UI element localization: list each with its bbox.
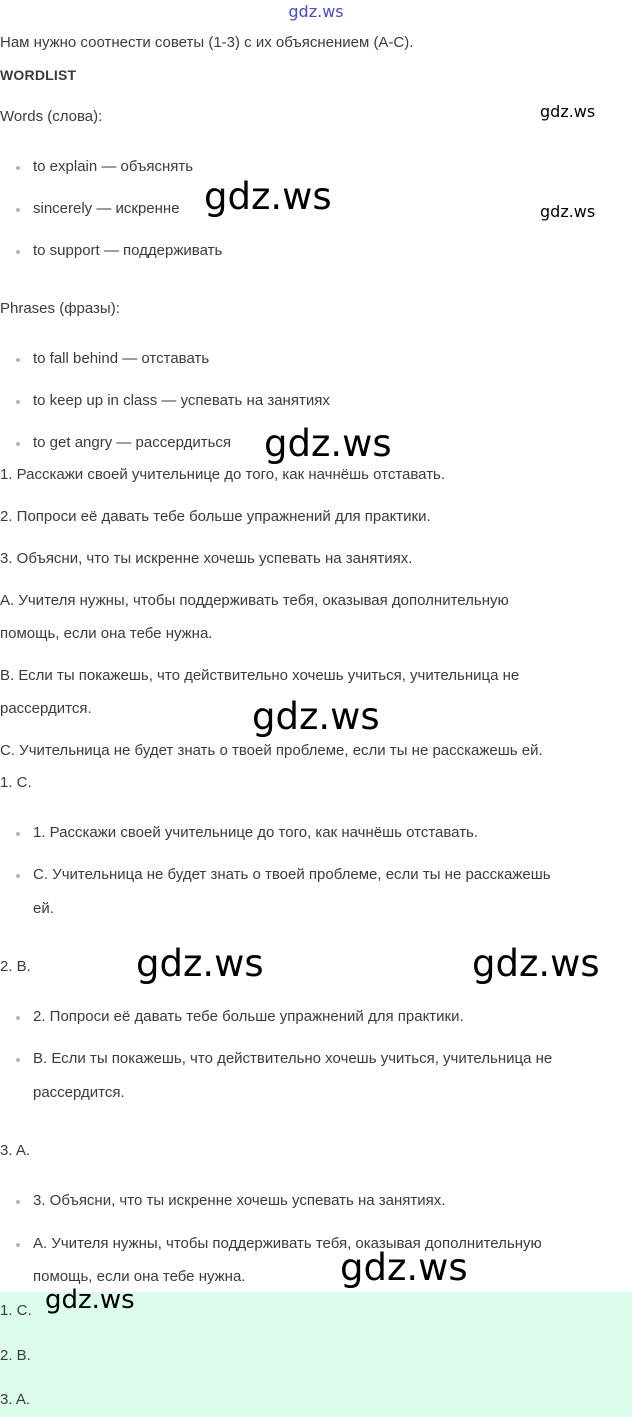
watermark: gdz.ws xyxy=(340,1246,468,1289)
intro-text: Нам нужно соотнести советы (1-3) с их объяснением (A-C). xyxy=(0,34,414,51)
match-explanation-cont: ей. xyxy=(33,900,54,917)
phrases-heading: Phrases (фразы): xyxy=(0,300,120,317)
match-explanation-cont: рассердится. xyxy=(33,1084,125,1101)
match-explanation: B. Если ты покажешь, что действительно хочешь учиться, учительница не xyxy=(33,1050,553,1067)
watermark: gdz.ws xyxy=(252,695,380,738)
phrase-item: to fall behind — отставать xyxy=(33,350,210,367)
answer-item: 2. B. xyxy=(0,1347,31,1364)
word-item: to support — поддерживать xyxy=(33,242,223,259)
watermark: gdz.ws xyxy=(472,942,600,985)
match-label: 1. C. xyxy=(0,774,32,791)
match-explanation: C. Учительница не будет знать о твоей проблеме, если ты не расскажешь xyxy=(33,866,551,883)
list-item xyxy=(16,1191,445,1211)
match-tip: 3. Объясни, что ты искренне хочешь успевать на занятиях. xyxy=(33,1192,446,1209)
list-item xyxy=(16,865,551,885)
match-explanation-cont: помощь, если она тебе нужна. xyxy=(33,1268,246,1285)
word-item: sincerely — искренне xyxy=(33,200,180,217)
tip-text: 2. Попроси её давать тебе больше упражнений для практики. xyxy=(0,508,431,525)
watermark: gdz.ws xyxy=(45,1285,135,1315)
match-tip: 2. Попроси её давать тебе больше упражнений для практики. xyxy=(33,1008,464,1025)
watermark-top: gdz.ws xyxy=(288,2,344,21)
list-item xyxy=(16,433,231,453)
match-label: 2. B. xyxy=(0,958,31,975)
list-item xyxy=(16,1007,464,1027)
match-label: 3. A. xyxy=(0,1142,31,1159)
tip-text: 1. Расскажи своей учительнице до того, как начнёшь отставать. xyxy=(0,466,446,483)
watermark: gdz.ws xyxy=(540,102,596,121)
watermark: gdz.ws xyxy=(136,942,264,985)
tip-text: 3. Объясни, что ты искренне хочешь успевать на занятиях. xyxy=(0,550,413,567)
list-item xyxy=(16,823,478,843)
list-item xyxy=(16,241,222,261)
list-item xyxy=(16,1049,552,1069)
phrase-item: to get angry — рассердиться xyxy=(33,434,232,451)
words-heading: Words (слова): xyxy=(0,108,103,125)
watermark: gdz.ws xyxy=(204,175,332,218)
watermark: gdz.ws xyxy=(540,202,596,221)
list-item xyxy=(16,199,180,219)
match-explanation: A. Учителя нужны, чтобы поддерживать тебя, оказывая дополнительную xyxy=(33,1235,542,1252)
explanation-text: помощь, если она тебе нужна. xyxy=(0,625,213,642)
answer-item: 3. A. xyxy=(0,1391,31,1408)
wordlist-heading: WORDLIST xyxy=(0,67,77,83)
list-item xyxy=(16,349,209,369)
watermark: gdz.ws xyxy=(264,422,392,465)
answer-item: 1. C. xyxy=(0,1302,32,1319)
explanation-text: рассердится. xyxy=(0,700,92,717)
list-item xyxy=(16,391,330,411)
list-item xyxy=(16,157,193,177)
phrase-item: to keep up in class — успевать на занятиях xyxy=(33,392,330,409)
explanation-text: A. Учителя нужны, чтобы поддерживать тебя, оказывая дополнительную xyxy=(0,592,509,609)
match-tip: 1. Расскажи своей учительнице до того, как начнёшь отставать. xyxy=(33,824,479,841)
word-item: to explain — объяснять xyxy=(33,158,194,175)
explanation-text: B. Если ты покажешь, что действительно хочешь учиться, учительница не xyxy=(0,667,520,684)
explanation-text: C. Учительница не будет знать о твоей проблеме, если ты не расскажешь ей. xyxy=(0,742,543,759)
